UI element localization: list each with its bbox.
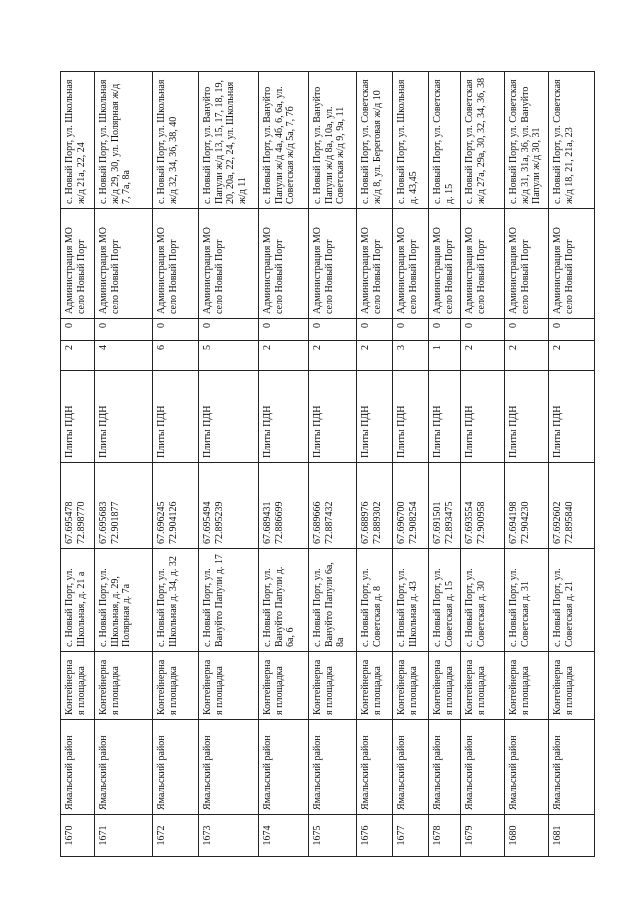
cell-district: Ямальский район <box>393 720 429 815</box>
cell-surface: Плиты ПДН <box>259 371 309 463</box>
cell-containers: 2 <box>505 341 549 371</box>
cell-extra: 0 <box>61 319 95 341</box>
cell-id: 1675 <box>309 815 357 857</box>
table-row <box>461 72 505 857</box>
cell-served-addresses: с. Новый Порт, ул. Советская ж/д 18, 21, 21а, 23 <box>549 72 595 209</box>
cell-owner: Администрация МО село Новый Порт <box>505 209 549 319</box>
cell-served-addresses: с. Новый Порт, ул. Советская д. 15 <box>429 72 461 209</box>
cell-owner: Администрация МО село Новый Порт <box>199 209 259 319</box>
cell-coordinates: 67.689666 72.887432 <box>309 463 357 549</box>
cell-coordinates: 67.688976 72.889302 <box>357 463 393 549</box>
cell-id: 1672 <box>153 815 199 857</box>
cell-extra: 0 <box>357 319 393 341</box>
cell-surface: Плиты ПДН <box>357 371 393 463</box>
cell-extra: 0 <box>429 319 461 341</box>
cell-address: с. Новый Порт, ул. Школьная, д. 29, Полярная д. 7а <box>95 549 153 652</box>
cell-district: Ямальский район <box>357 720 393 815</box>
cell-coordinates: 67.693554 72.900958 <box>461 463 505 549</box>
cell-type: Контейнерная площадка <box>461 652 505 720</box>
cell-type: Контейнерная площадка <box>61 652 95 720</box>
cell-district: Ямальский район <box>549 720 595 815</box>
cell-owner: Администрация МО село Новый Порт <box>95 209 153 319</box>
cell-surface: Плиты ПДН <box>309 371 357 463</box>
cell-served-addresses: с. Новый Порт, ул. Советская ж/д 8, ул. Береговая ж/д 10 <box>357 72 393 209</box>
cell-containers: 2 <box>357 341 393 371</box>
cell-type: Контейнерная площадка <box>95 652 153 720</box>
cell-surface: Плиты ПДН <box>429 371 461 463</box>
cell-served-addresses: с. Новый Порт, ул. Школьная д. 43,45 <box>393 72 429 209</box>
cell-district: Ямальский район <box>429 720 461 815</box>
cell-surface: Плиты ПДН <box>61 371 95 463</box>
cell-owner: Администрация МО село Новый Порт <box>549 209 595 319</box>
cell-district: Ямальский район <box>259 720 309 815</box>
cell-district: Ямальский район <box>461 720 505 815</box>
cell-containers: 6 <box>153 341 199 371</box>
cell-served-addresses: с. Новый Порт, ул. Школьная ж/д 29, 30, ул. Полярная ж/д 7, 7а, 8а <box>95 72 153 209</box>
cell-extra: 0 <box>393 319 429 341</box>
cell-district: Ямальский район <box>199 720 259 815</box>
table-row <box>309 72 357 857</box>
cell-owner: Администрация МО село Новый Порт <box>461 209 505 319</box>
cell-id: 1680 <box>505 815 549 857</box>
cell-type: Контейнерная площадка <box>153 652 199 720</box>
cell-coordinates: 67.695494 72.895239 <box>199 463 259 549</box>
cell-served-addresses: с. Новый Порт, ул. Советская ж/д 31, 31а, 36, ул. Вануйто Папули ж/д 30, 31 <box>505 72 549 209</box>
cell-id: 1676 <box>357 815 393 857</box>
cell-district: Ямальский район <box>153 720 199 815</box>
cell-type: Контейнерная площадка <box>429 652 461 720</box>
cell-address: с. Новый Порт, ул. Вануйто Папули 6а, 8а <box>309 549 357 652</box>
cell-surface: Плиты ПДН <box>199 371 259 463</box>
cell-containers: 2 <box>309 341 357 371</box>
cell-owner: Администрация МО село Новый Порт <box>393 209 429 319</box>
cell-owner: Администрация МО село Новый Порт <box>429 209 461 319</box>
cell-type: Контейнерная площадка <box>357 652 393 720</box>
cell-coordinates: 67.689431 72.886699 <box>259 463 309 549</box>
cell-coordinates: 67.696245 72.904126 <box>153 463 199 549</box>
cell-id: 1679 <box>461 815 505 857</box>
cell-type: Контейнерная площадка <box>393 652 429 720</box>
cell-district: Ямальский район <box>505 720 549 815</box>
table-row <box>357 72 393 857</box>
cell-surface: Плиты ПДН <box>461 371 505 463</box>
cell-served-addresses: с. Новый Порт, ул. Школьная ж/д 32, 34, 36, 38, 40 <box>153 72 199 209</box>
cell-containers: 2 <box>549 341 595 371</box>
waste-sites-table <box>60 71 595 857</box>
cell-surface: Плиты ПДН <box>549 371 595 463</box>
cell-id: 1670 <box>61 815 95 857</box>
cell-extra: 0 <box>461 319 505 341</box>
table-row <box>95 72 153 857</box>
cell-district: Ямальский район <box>309 720 357 815</box>
table-row <box>259 72 309 857</box>
cell-address: с. Новый Порт, ул. Советская д. 21 <box>549 549 595 652</box>
cell-district: Ямальский район <box>95 720 153 815</box>
cell-id: 1681 <box>549 815 595 857</box>
cell-surface: Плиты ПДН <box>95 371 153 463</box>
cell-address: с. Новый Порт, ул. Школьная д. 34, д. 32 <box>153 549 199 652</box>
cell-id: 1673 <box>199 815 259 857</box>
cell-served-addresses: с. Новый Порт, ул. Вануйто Папули ж/д 13, 15, 17, 18, 19, 20, 20а, 22, 24, ул. Школьная ж/д 11 <box>199 72 259 209</box>
cell-type: Контейнерная площадка <box>309 652 357 720</box>
table-row <box>549 72 595 857</box>
cell-type: Контейнерная площадка <box>549 652 595 720</box>
cell-id: 1671 <box>95 815 153 857</box>
cell-served-addresses: с. Новый Порт, ул. Вануйто Папули ж/д 4а, 4б, 6, 6а, ул. Советская ж/д 5а, 7, 7б <box>259 72 309 209</box>
cell-containers: 3 <box>393 341 429 371</box>
cell-coordinates: 67.695478 72.898770 <box>61 463 95 549</box>
cell-owner: Администрация МО село Новый Порт <box>61 209 95 319</box>
cell-district: Ямальский район <box>61 720 95 815</box>
rotated-table-wrapper <box>60 72 576 857</box>
cell-extra: 0 <box>505 319 549 341</box>
table-row <box>61 72 95 857</box>
table-row <box>393 72 429 857</box>
cell-containers: 2 <box>61 341 95 371</box>
cell-address: с. Новый Порт, ул. Школьная д. 43 <box>393 549 429 652</box>
cell-containers: 1 <box>429 341 461 371</box>
cell-extra: 0 <box>153 319 199 341</box>
cell-address: с. Новый Порт, ул. Советская д. 8 <box>357 549 393 652</box>
cell-id: 1674 <box>259 815 309 857</box>
cell-type: Контейнерная площадка <box>259 652 309 720</box>
cell-type: Контейнерная площадка <box>505 652 549 720</box>
cell-containers: 5 <box>199 341 259 371</box>
cell-address: с. Новый Порт, ул. Вануйто Папули д. 6а, 6 <box>259 549 309 652</box>
table-row <box>505 72 549 857</box>
cell-coordinates: 67.692602 72.895840 <box>549 463 595 549</box>
cell-served-addresses: с. Новый Порт, ул. Школьная ж/д 21а, 22, 24 <box>61 72 95 209</box>
cell-served-addresses: с. Новый Порт, ул. Вануйто Папули ж/д 8а, 10а, ул. Советская ж/д 9, 9а, 11 <box>309 72 357 209</box>
table-row <box>153 72 199 857</box>
cell-owner: Администрация МО село Новый Порт <box>357 209 393 319</box>
cell-coordinates: 67.695683 72.901877 <box>95 463 153 549</box>
cell-owner: Администрация МО село Новый Порт <box>153 209 199 319</box>
cell-address: с. Новый Порт, ул. Советская д. 31 <box>505 549 549 652</box>
cell-containers: 2 <box>259 341 309 371</box>
table-body <box>61 72 595 857</box>
cell-owner: Администрация МО село Новый Порт <box>309 209 357 319</box>
cell-containers: 4 <box>95 341 153 371</box>
cell-coordinates: 67.691501 72.893475 <box>429 463 461 549</box>
cell-extra: 0 <box>549 319 595 341</box>
cell-owner: Администрация МО село Новый Порт <box>259 209 309 319</box>
cell-surface: Плиты ПДН <box>505 371 549 463</box>
cell-coordinates: 67.696700 72.908254 <box>393 463 429 549</box>
cell-coordinates: 67.694198 72.904230 <box>505 463 549 549</box>
cell-extra: 0 <box>95 319 153 341</box>
cell-containers: 2 <box>461 341 505 371</box>
cell-address: с. Новый Порт, ул. Советская д. 30 <box>461 549 505 652</box>
cell-surface: Плиты ПДН <box>153 371 199 463</box>
cell-surface: Плиты ПДН <box>393 371 429 463</box>
table-row <box>429 72 461 857</box>
cell-address: с. Новый Порт, ул. Школьная, д. 21 а <box>61 549 95 652</box>
cell-id: 1678 <box>429 815 461 857</box>
cell-extra: 0 <box>199 319 259 341</box>
cell-id: 1677 <box>393 815 429 857</box>
cell-served-addresses: с. Новый Порт, ул. Советская ж/д 27а, 29а, 30, 32, 34, 36, 38 <box>461 72 505 209</box>
cell-extra: 0 <box>259 319 309 341</box>
table-row <box>199 72 259 857</box>
cell-type: Контейнерная площадка <box>199 652 259 720</box>
cell-address: с. Новый Порт, ул. Вануйто Папули д. 17 <box>199 549 259 652</box>
cell-address: с. Новый Порт, ул. Советская д. 15 <box>429 549 461 652</box>
cell-extra: 0 <box>309 319 357 341</box>
